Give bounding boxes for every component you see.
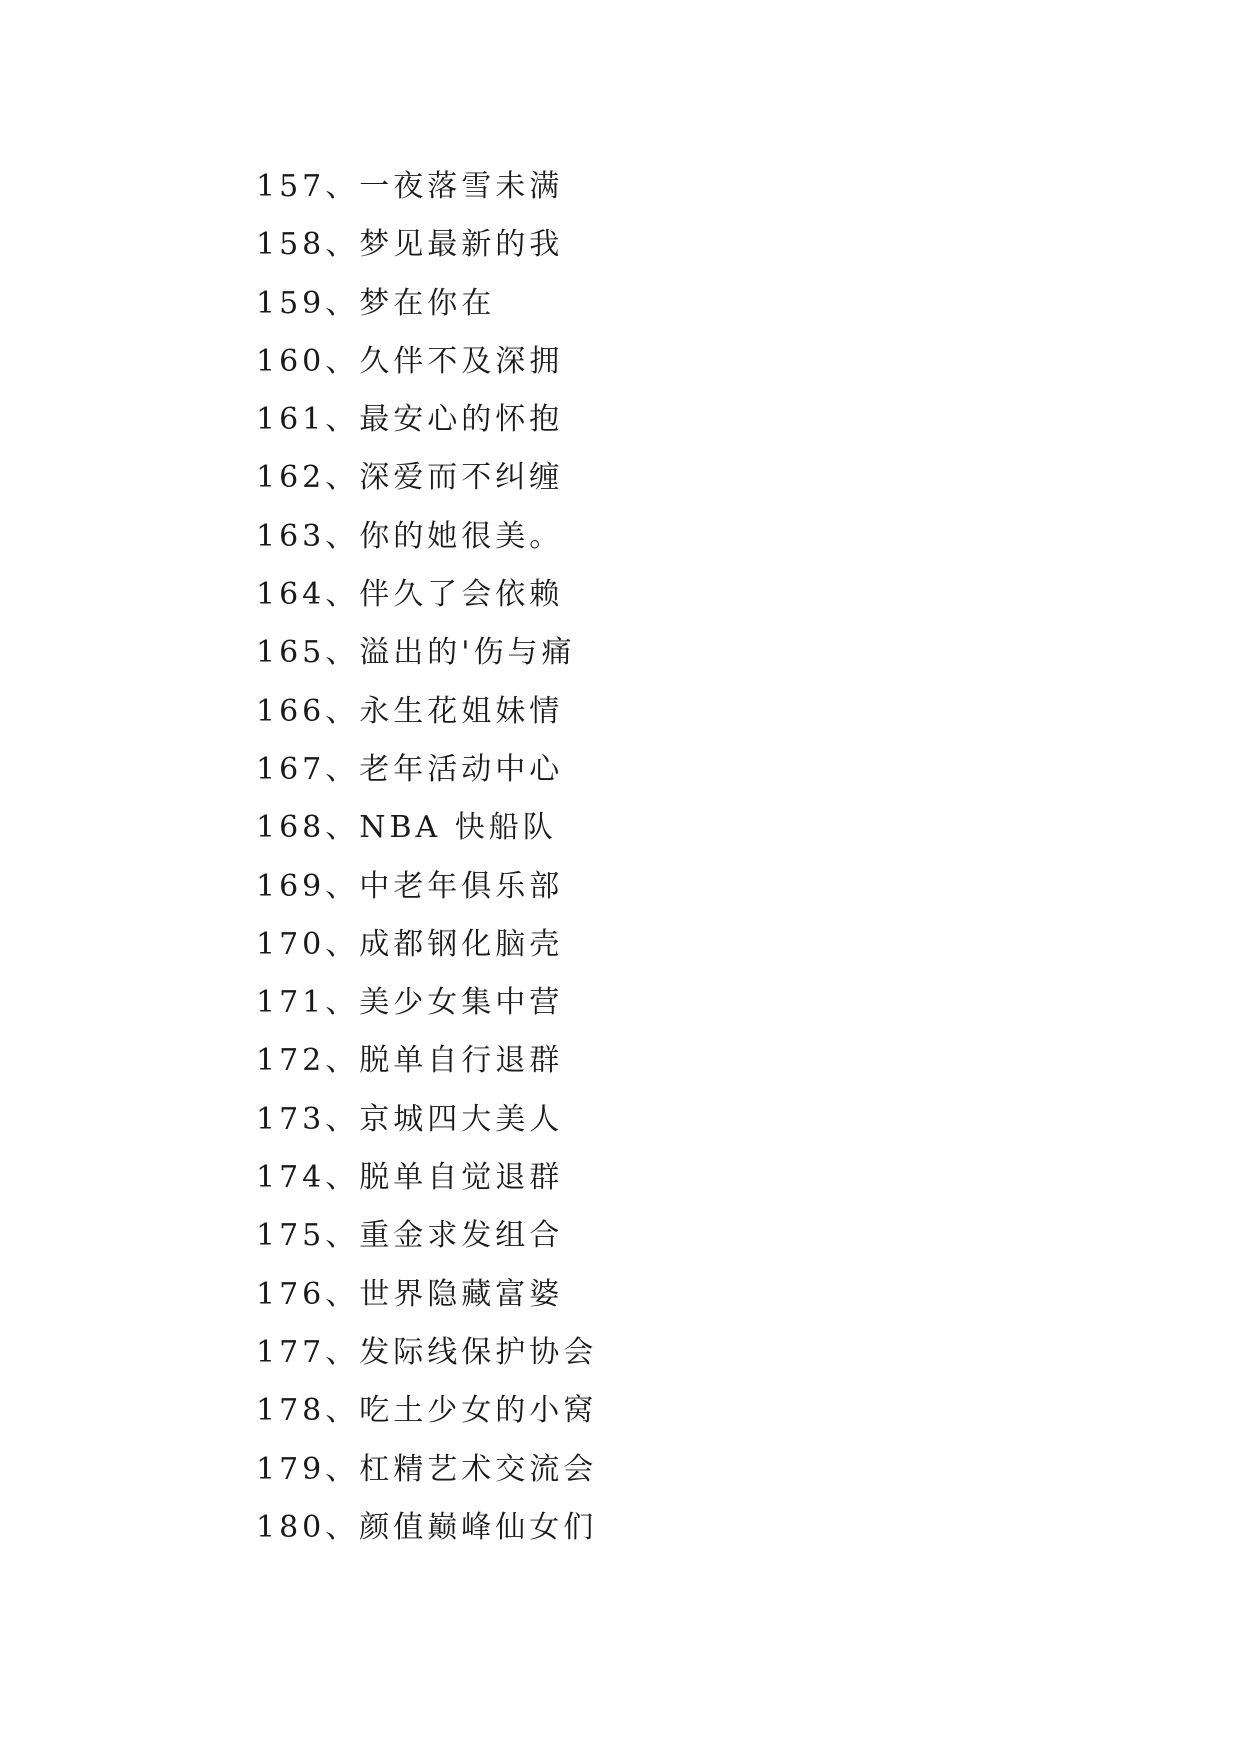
list-item: 168、NBA 快船队 — [256, 810, 557, 846]
list-item: 161、最安心的怀抱 — [256, 402, 564, 438]
list-item: 175、重金求发组合 — [256, 1218, 564, 1254]
list-item: 163、你的她很美。 — [256, 518, 564, 554]
list-item: 169、中老年俱乐部 — [256, 868, 564, 904]
list-item: 177、发际线保护协会 — [256, 1334, 598, 1370]
list-item: 173、京城四大美人 — [256, 1101, 564, 1137]
list-item: 167、老年活动中心 — [256, 751, 564, 787]
list-item: 178、吃土少女的小窝 — [256, 1393, 598, 1429]
list-item: 171、美少女集中营 — [256, 985, 564, 1021]
list-item: 157、一夜落雪未满 — [256, 169, 564, 204]
list-item: 179、杠精艺术交流会 — [256, 1451, 598, 1487]
list-item: 180、颜值巅峰仙女们 — [256, 1509, 598, 1545]
list-item: 170、成都钢化脑壳 — [256, 926, 564, 962]
list-item: 165、溢出的'伤与痛 — [256, 635, 576, 671]
list-item: 158、梦见最新的我 — [256, 227, 564, 263]
list-item: 166、永生花姐妹情 — [256, 693, 564, 729]
list-item: 162、深爱而不纠缠 — [256, 460, 564, 496]
list-item: 176、世界隐藏富婆 — [256, 1276, 564, 1312]
list-item: 174、脱单自觉退群 — [256, 1160, 564, 1196]
list-item: 164、伴久了会依赖 — [256, 577, 564, 613]
name-list — [256, 158, 597, 1557]
list-item: 159、梦在你在 — [256, 285, 496, 321]
list-item: 160、久伴不及深拥 — [256, 343, 564, 379]
list-item: 172、脱单自行退群 — [256, 1043, 564, 1079]
